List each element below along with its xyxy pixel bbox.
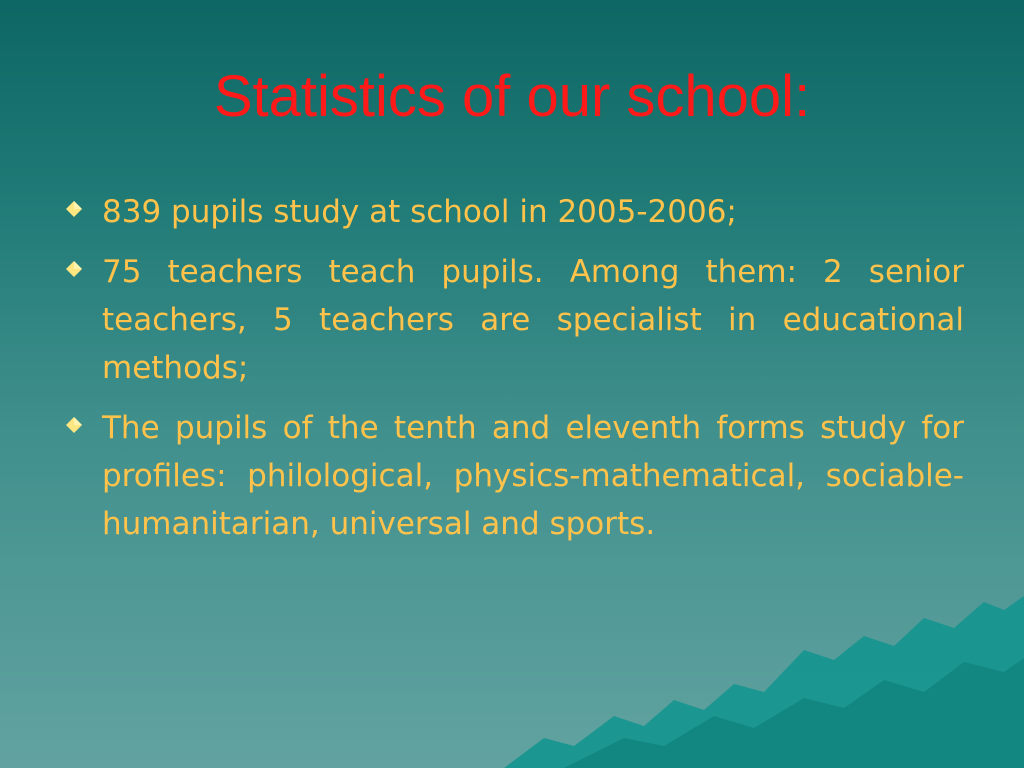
bullet-text: 839 pupils study at school in 2005-2006; — [102, 194, 737, 230]
bullet-item — [62, 248, 964, 392]
diamond-bullet-icon — [62, 197, 86, 221]
mountain-silhouette-icon — [504, 588, 1024, 768]
bullet-item — [62, 404, 964, 548]
bullet-list — [62, 188, 964, 560]
bullet-item — [62, 188, 964, 236]
bullet-text: The pupils of the tenth and eleventh forms study for profiles: philological, physics-mathematical, sociable-humanitarian, universal and sports. — [102, 410, 964, 542]
diamond-bullet-icon — [62, 257, 86, 281]
bullet-text: 75 teachers teach pupils. Among them: 2 senior teachers, 5 teachers are specialist in educational methods; — [102, 254, 964, 386]
slide-title: Statistics of our school: — [213, 64, 811, 129]
diamond-bullet-icon — [62, 413, 86, 437]
